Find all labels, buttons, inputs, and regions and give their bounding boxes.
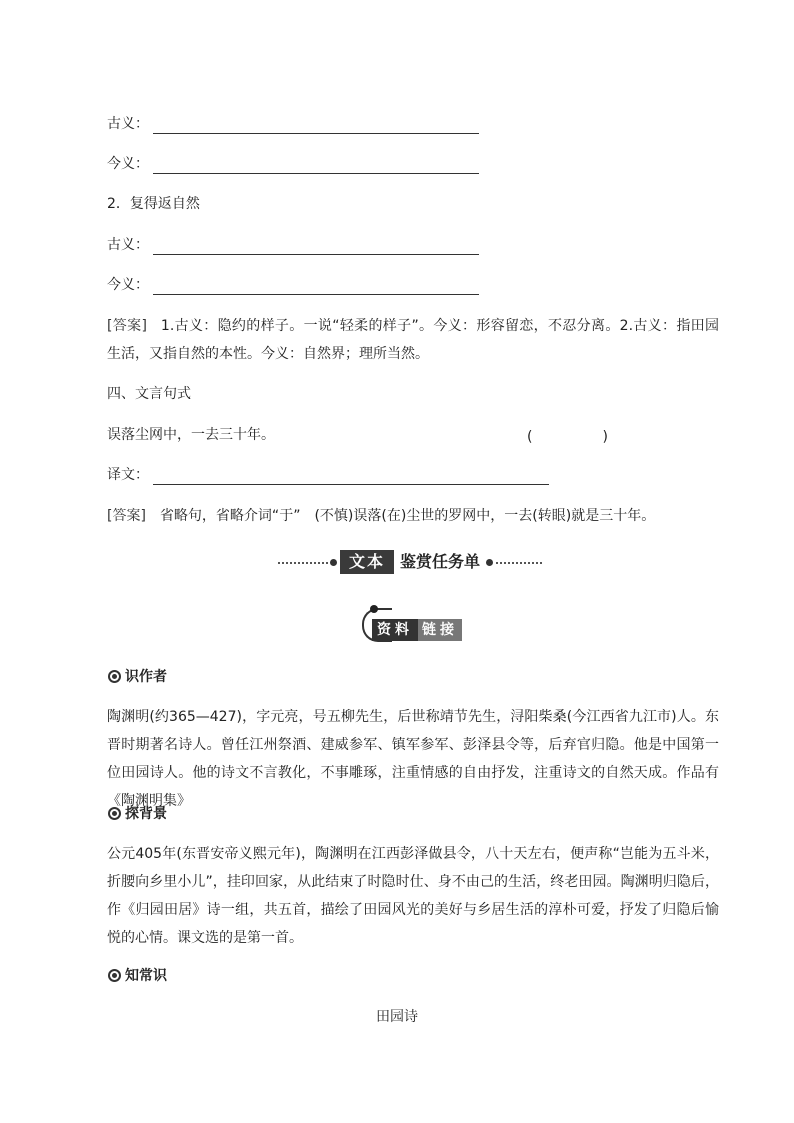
translation-blank[interactable] [153, 470, 549, 485]
left-dot [330, 559, 337, 566]
bullet-icon [108, 969, 121, 982]
author-heading-text: 识作者 [125, 669, 167, 685]
vocab-answer [107, 312, 719, 368]
syntax-answer [107, 502, 719, 530]
q1-gu-row [107, 114, 479, 134]
q2-gu-blank[interactable] [153, 240, 479, 255]
background-heading [108, 803, 167, 823]
q2-gu-label: 古义： [107, 237, 149, 253]
background-heading-text: 探背景 [125, 806, 167, 822]
syntax-sentence: 误落尘网中，一去三十年。 [107, 427, 275, 443]
author-heading [108, 666, 167, 686]
badge-part2: 链接 [418, 619, 462, 641]
answer-text: 1.古义：隐约的样子。一说“轻柔的样子”。今义：形容留恋，不忍分离。2.古义：指田园生活，又指自然的本性。今义：自然界；理所当然。 [107, 318, 719, 362]
q1-jin-blank[interactable] [153, 159, 479, 174]
q1-gu-blank[interactable] [153, 119, 479, 134]
syntax-heading: 四、文言句式 [107, 386, 191, 402]
q1-jin-label: 今义： [107, 156, 149, 172]
answer-tag: [答案] [107, 508, 146, 524]
right-dotted-rule [496, 562, 542, 567]
q2-gu-row [107, 235, 479, 255]
translation-row [107, 465, 549, 485]
left-dotted-rule [278, 562, 328, 567]
author-text: 陶渊明(约365—427)，字元亮，号五柳先生，后世称靖节先生，浔阳柴桑(今江西省九江市)人。东晋时期著名诗人。曾任江州祭酒、建威参军、镇军参军、彭泽县令等，后弃官归隐。他是中国第一位田园诗人。他的诗文不言教化，不事雕琢，注重情感的自由抒发，注重诗文的自然天成。作品有《陶渊明集》 [107, 709, 719, 809]
answer-tag: [答案] [107, 318, 147, 334]
knowledge-heading [108, 965, 167, 985]
answer-text: 省略句，省略介词“于” (不慎)误落(在)尘世的罗网中，一去(转眼)就是三十年。 [159, 508, 656, 524]
answer-paren[interactable]: ( ) [527, 429, 608, 445]
q2-jin-label: 今义： [107, 277, 149, 293]
badge-part1: 资料 [372, 619, 418, 641]
resource-link-badge [362, 606, 462, 642]
q1-gu-label: 古义： [107, 116, 149, 132]
q2-jin-blank[interactable] [153, 280, 479, 295]
knowledge-title: 田园诗 [376, 1009, 418, 1025]
q1-jin-row [107, 154, 479, 174]
section-banner [0, 549, 794, 577]
badge-dot [370, 605, 378, 613]
knowledge-heading-text: 知常识 [125, 968, 167, 984]
right-dot [486, 559, 493, 566]
q2-jin-row [107, 275, 479, 295]
banner-box: 文本 [340, 550, 394, 574]
translation-label: 译文： [107, 467, 149, 483]
q2-title: 2．复得返自然 [107, 196, 200, 212]
banner-title: 鉴赏任务单 [400, 552, 481, 571]
background-text: 公元405年(东晋安帝义熙元年)，陶渊明在江西彭泽做县令，八十天左右，便声称“岂能为五斗米，折腰向乡里小儿”，挂印回家，从此结束了时隐时仕、身不由己的生活，终老田园。陶渊明归隐后，作《归园田居》诗一组，共五首，描绘了田园风光的美好与乡居生活的淳朴可爱，抒发了归隐后愉悦的心情。课文选的是第一首。 [107, 846, 719, 946]
bullet-icon [108, 670, 121, 683]
bullet-icon [108, 807, 121, 820]
